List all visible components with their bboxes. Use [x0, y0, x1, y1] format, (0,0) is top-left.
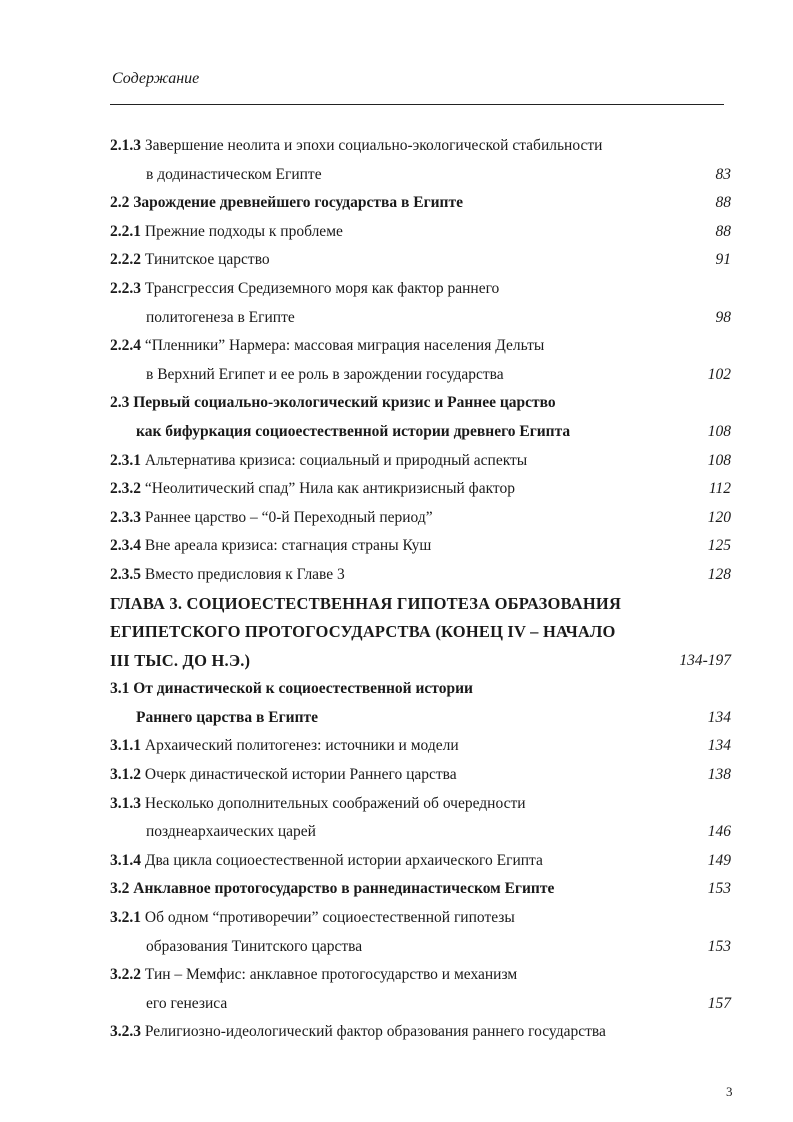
toc-entry-text [110, 590, 621, 619]
toc-entry-text [110, 875, 554, 904]
toc-entry-number: 2.3.3 [110, 508, 141, 526]
toc-entry-label: в додинастическом Египте [146, 165, 322, 183]
toc-entry-label: III ТЫС. ДО Н.Э.) [110, 650, 251, 670]
toc-entry-label: “Пленники” Нармера: массовая миграция населения Дельты [144, 337, 545, 355]
toc-entry-page: 149 [707, 851, 731, 869]
toc-entry-label: 3.2 Анклавное протогосударство в раннединастическом Египте [110, 880, 555, 898]
toc-entry [0, 961, 793, 990]
toc-entry [0, 904, 793, 933]
toc-entry [0, 990, 793, 1019]
toc-entry-text [110, 447, 527, 476]
toc-entry-label: Завершение неолита и эпохи социально-экологической стабильности [144, 137, 603, 154]
toc-entry [0, 561, 793, 590]
toc-entry-text [136, 704, 318, 733]
toc-entry-text [110, 847, 543, 876]
toc-entry-label: 3.1 От династической к социоестественной истории [110, 680, 473, 698]
toc-entry-page: 83 [715, 165, 731, 183]
page-number: 3 [726, 1084, 733, 1099]
toc-entry-page: 120 [707, 508, 731, 526]
toc-entry-text [110, 475, 515, 504]
toc-entry-label: Тинитское царство [144, 251, 270, 269]
toc-entry-text [146, 161, 322, 190]
toc-entry-number: 2.3.5 [110, 565, 141, 583]
toc-entry-text [110, 761, 457, 790]
toc-entry [0, 332, 793, 361]
toc-entry-text [110, 275, 499, 304]
toc-entry-text [110, 904, 515, 933]
toc-entry-label: Об одном “противоречии” социоестественной гипотезы [144, 909, 515, 927]
toc-entry [0, 818, 793, 847]
toc-entry [0, 618, 793, 647]
toc-entry-page: 134-197 [679, 651, 731, 669]
toc-entry-label: “Неолитический спад” Нила как антикризисный фактор [144, 480, 515, 498]
toc-entry [0, 647, 793, 676]
toc-entry [0, 361, 793, 390]
toc-entry-number: 2.3.4 [110, 537, 141, 555]
toc-entry-text [146, 933, 362, 962]
toc-entry-label: Религиозно-идеологический фактор образования раннего государства [144, 1023, 606, 1041]
toc-entry-page: 153 [707, 937, 731, 955]
toc-entry-page: 112 [708, 480, 731, 498]
toc-entry-text [136, 418, 570, 447]
toc-entry-label: 2.3 Первый социально-экологический кризис и Раннее царство [110, 394, 556, 412]
toc-entry-page: 98 [715, 308, 731, 326]
toc-entry-text [146, 818, 316, 847]
toc-entry-label: Тин – Мемфис: анклавное протогосударство и механизм [144, 966, 518, 984]
toc-entry-page: 88 [715, 194, 731, 212]
toc-entry-label: как бифуркация социоестественной истории древнего Египта [136, 422, 571, 440]
toc-entry-text [146, 361, 504, 390]
toc-entry [0, 189, 793, 218]
toc-entry-number: 2.2.3 [110, 279, 141, 297]
toc-entry [0, 132, 793, 161]
toc-entry-page: 108 [707, 451, 731, 469]
toc-entry [0, 875, 793, 904]
header-rule [110, 104, 724, 105]
toc-entry [0, 304, 793, 333]
toc-entry-label: политогенеза в Египте [146, 308, 295, 326]
toc-entry-text [110, 132, 602, 161]
toc-entry-text [110, 332, 544, 361]
toc-entry [0, 732, 793, 761]
toc-entry-page: 157 [707, 994, 731, 1012]
toc-entry-label: его генезиса [146, 994, 228, 1012]
toc-entry-text [110, 532, 431, 561]
toc-entry-text [110, 618, 616, 647]
toc-entry-text [110, 790, 526, 819]
toc-entry-text [110, 218, 343, 247]
toc-entry [0, 675, 793, 704]
toc-entry-text [110, 961, 517, 990]
toc-entry-label: 2.2 Зарождение древнейшего государства в Египте [110, 194, 463, 212]
toc-entry-label: Альтернатива кризиса: социальный и природный аспекты [144, 451, 528, 469]
toc-entry-label: Прежние подходы к проблеме [144, 222, 343, 240]
toc-entry [0, 532, 793, 561]
toc-entry-text [110, 189, 463, 218]
toc-entry [0, 590, 793, 619]
toc-entry-label: Раннее царство – “0-й Переходный период” [144, 508, 433, 526]
toc-entry [0, 933, 793, 962]
toc-entry-page: 128 [707, 565, 731, 583]
toc-entry [0, 218, 793, 247]
toc-entry-text [146, 990, 227, 1019]
toc-entry-label: Несколько дополнительных соображений об очередности [144, 794, 526, 812]
toc-entry-text [110, 561, 345, 590]
toc-entry-page: 153 [707, 880, 731, 898]
toc-entry-page: 108 [707, 422, 731, 440]
toc-entry [0, 246, 793, 275]
toc-entry-number: 3.1.2 [110, 766, 141, 784]
toc-entry [0, 1018, 793, 1047]
toc-entry-number: 3.1.1 [110, 737, 141, 755]
toc-entry-page: 102 [707, 365, 731, 383]
toc-entry-page: 134 [707, 737, 731, 755]
toc-entry [0, 475, 793, 504]
toc-entry-label: в Верхний Египет и ее роль в зарождении государства [146, 365, 504, 383]
toc-entry [0, 847, 793, 876]
table-of-contents [0, 132, 793, 1047]
toc-entry-page: 91 [715, 251, 731, 269]
toc-entry-text [110, 732, 459, 761]
toc-entry-label: Архаический политогенез: источники и модели [144, 737, 459, 755]
toc-entry-label: Очерк династической истории Раннего царства [144, 766, 457, 784]
toc-entry [0, 447, 793, 476]
running-head-title: Содержание [112, 70, 200, 87]
toc-entry-number: 3.1.4 [110, 851, 141, 869]
toc-entry-text [146, 304, 295, 333]
toc-entry-number: 2.2.1 [110, 222, 141, 240]
toc-entry-number: 2.3.1 [110, 451, 141, 469]
toc-entry-label: образования Тинитского царства [146, 937, 363, 955]
toc-entry-text [110, 675, 473, 704]
toc-entry-text [110, 246, 270, 275]
toc-entry-page: 146 [707, 823, 731, 841]
toc-entry-number: 2.2.4 [110, 337, 141, 355]
toc-entry-text [110, 1018, 606, 1047]
toc-entry-label: Два цикла социоестественной истории архаического Египта [144, 851, 543, 869]
toc-entry-number: 3.2.1 [110, 909, 141, 927]
toc-entry [0, 275, 793, 304]
toc-entry-text [110, 389, 556, 418]
toc-entry [0, 504, 793, 533]
toc-entry-page: 125 [707, 537, 731, 555]
toc-entry [0, 704, 793, 733]
toc-entry-label: Вместо предисловия к Главе 3 [144, 565, 345, 583]
toc-entry-page: 88 [715, 222, 731, 240]
toc-entry-number: 3.2.3 [110, 1023, 141, 1041]
toc-entry [0, 761, 793, 790]
toc-entry-page: 134 [707, 708, 731, 726]
toc-entry-label: Вне ареала кризиса: стагнация страны Куш [144, 537, 432, 555]
toc-entry-label: Трансгрессия Средиземного моря как фактор раннего [144, 279, 500, 297]
toc-entry-number: 2.2.2 [110, 251, 141, 269]
toc-entry [0, 418, 793, 447]
toc-entry-label: ГЛАВА 3. СОЦИОЕСТЕСТВЕННАЯ ГИПОТЕЗА ОБРАЗОВАНИЯ [110, 593, 622, 613]
toc-entry-number: 2.1.3 [110, 137, 141, 154]
toc-entry-text [110, 647, 250, 676]
toc-entry-number: 3.2.2 [110, 966, 141, 984]
toc-entry-number: 2.3.2 [110, 480, 141, 498]
toc-entry [0, 161, 793, 190]
toc-entry-label: Раннего царства в Египте [136, 708, 319, 726]
toc-entry-page: 138 [707, 766, 731, 784]
toc-entry-label: ЕГИПЕТСКОГО ПРОТОГОСУДАРСТВА (КОНЕЦ IV – НАЧАЛО [110, 622, 616, 642]
toc-entry-label: позднеархаических царей [146, 823, 316, 841]
toc-entry [0, 790, 793, 819]
toc-entry [0, 389, 793, 418]
toc-entry-text [110, 504, 433, 533]
toc-entry-number: 3.1.3 [110, 794, 141, 812]
